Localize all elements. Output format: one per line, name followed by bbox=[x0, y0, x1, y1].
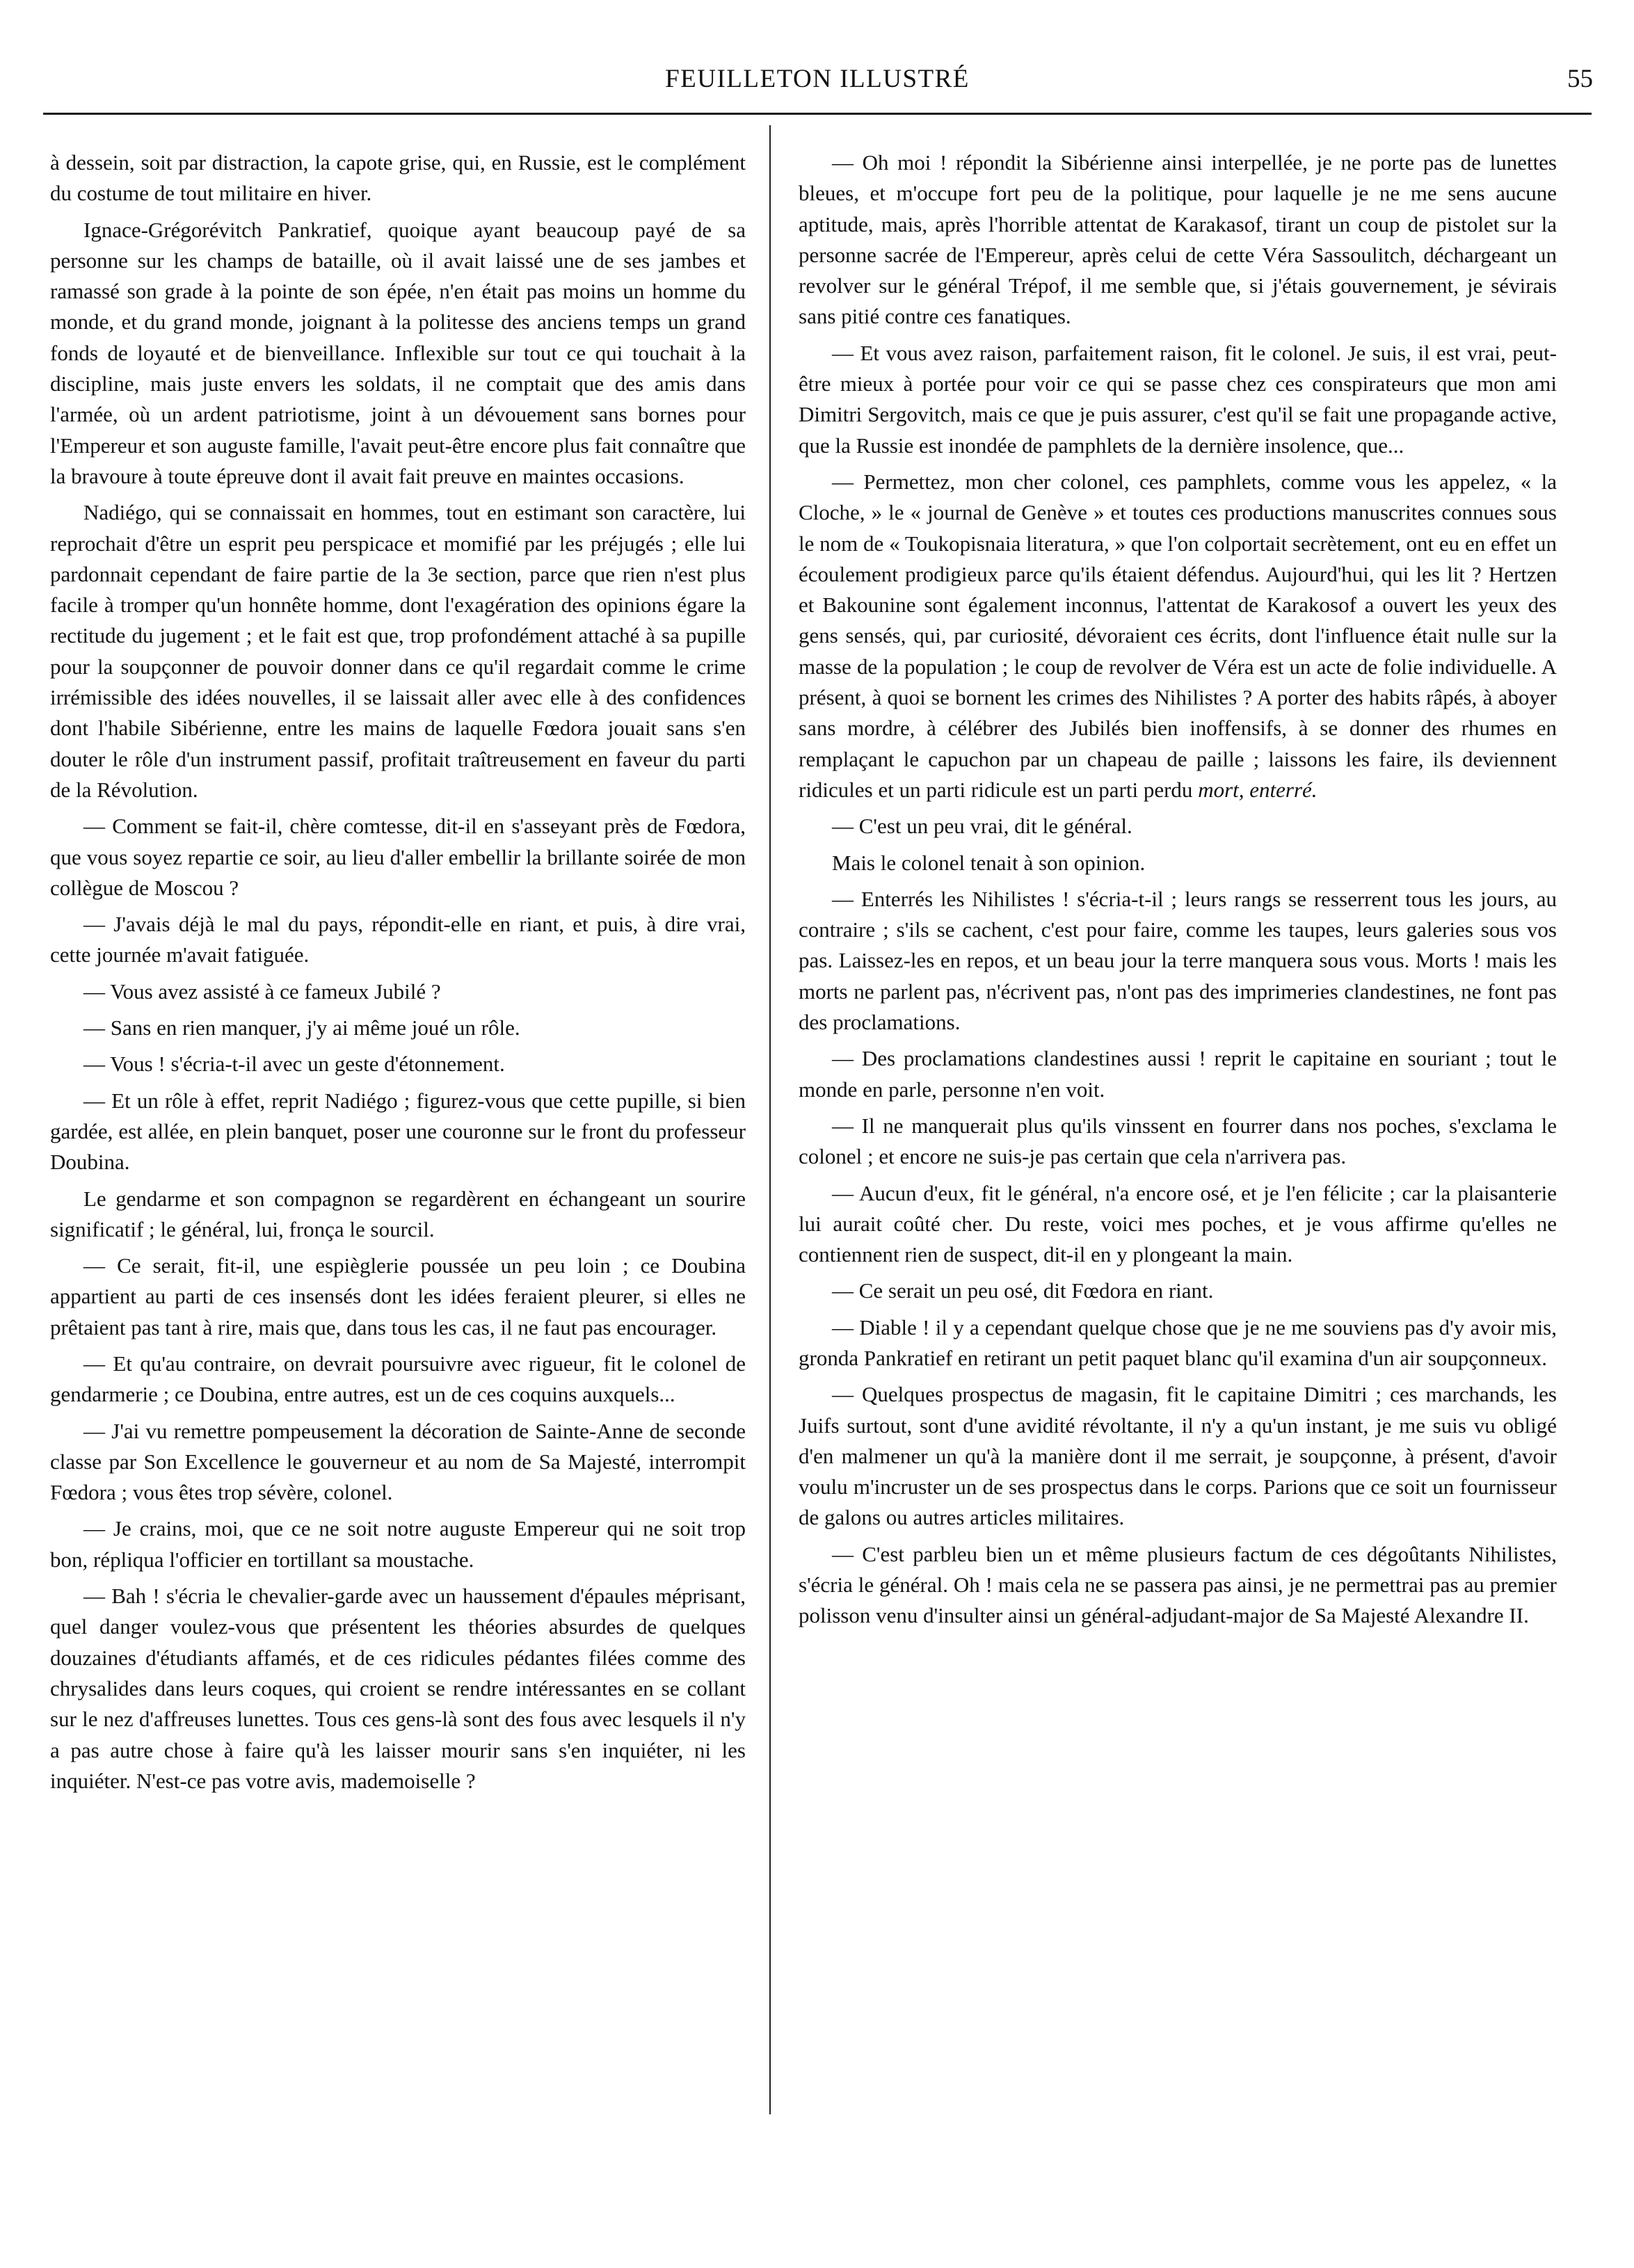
paragraph: — Ce serait un peu osé, dit Fœdora en riant. bbox=[832, 1278, 1214, 1303]
page-number: 55 bbox=[1567, 65, 1593, 93]
paragraph: — Quelques prospectus de magasin, fit le capitaine Dimitri ; ces marchands, les Juifs surtout, sont d'une avidité révoltante, il n'y a qu'un instant, je me suis vu obligé d'en malmener un qu'à la manière dont il me serrait, je soupçonne, à présent, d'avoir voulu m'incruster un de ses prospectus dans le corps. Parions que ce soit un fournisseur de galons ou autres articles militaires. bbox=[799, 1382, 1557, 1530]
column-divider bbox=[769, 125, 771, 2114]
paragraph: — Aucun d'eux, fit le général, n'a encore osé, et je l'en félicite ; car la plaisanterie lui aurait coûté cher. Du reste, voici mes poches, et je vous affirme qu'elles ne contiennent rien de suspect, dit-il en y plongeant la main. bbox=[799, 1180, 1557, 1267]
paragraph: — Ce serait, fit-il, une espièglerie poussée un peu loin ; ce Doubina appartient au parti de ces insensés dont les idées feraient pleurer, si elles ne prêtaient pas tant à rire, mais que, dans tous les cas, il ne faut pas encourager. bbox=[50, 1253, 746, 1340]
paragraph: — C'est un peu vrai, dit le général. bbox=[832, 814, 1132, 839]
paragraph: — Je crains, moi, que ce ne soit notre auguste Empereur qui ne soit trop bon, répliqua l'officier en tortillant sa moustache. bbox=[50, 1516, 746, 1572]
paragraph-body: — Permettez, mon cher colonel, ces pamphlets, comme vous les appelez, « la Cloche, » le « journal de Genève » et toutes ces productions manuscrites connues sous le nom de « Toukopisnaia literatura, » que l'on colportait secrètement, ont eu en effet un écoulement prodigieux parce qu'ils étaient défendus. Aujourd'hui, qui les lit ? Hertzen et Bakounine sont également inconnus, l'attentat de Karakosof a ouvert les yeux des gens sensés, qui, par curiosité, dévoraient ces écrits, dont l'influence était nulle sur la masse de la population ; le coup de revolver de Véra est un acte de folie individuelle. A présent, à quoi se bornent les crimes des Nihilistes ? A porter des habits râpés, à aboyer sans mordre, à célébrer des Jubilés bien inoffensifs, à se donner des rhumes en remplaçant le capuchon par un chapeau de paille ; laissons les faire, ils deviennent ridicules et un parti ridicule est un parti perdu bbox=[799, 469, 1557, 802]
paragraph: — Des proclamations clandestines aussi ! reprit le capitaine en souriant ; tout le monde en parle, personne n'en voit. bbox=[799, 1046, 1557, 1102]
paragraph: — Comment se fait-il, chère comtesse, dit-il en s'asseyant près de Fœdora, que vous soyez repartie ce soir, au lieu d'aller embellir la brillante soirée de mon collègue de Moscou ? bbox=[50, 814, 746, 900]
running-title: FEUILLETON ILLUSTRÉ bbox=[665, 65, 970, 93]
paragraph: à dessein, soit par distraction, la capote grise, qui, en Russie, est le complément du costume de tout militaire en hiver. bbox=[50, 150, 746, 206]
paragraph: Ignace-Grégorévitch Pankratief, quoique ayant beaucoup payé de sa personne sur les champs de bataille, où il avait laissé une de ses jambes et ramassé son grade à la pointe de son épée, n'en était pas moins un homme du monde, et du grand monde, joignant à la politesse des anciens temps un grand fonds de loyauté et de bienveillance. Inflexible sur tout ce qui touchait à la discipline, mais juste envers les soldats, il ne comptait que des amis dans l'armée, où un ardent patriotisme, joint à un dévouement sans bornes pour l'Empereur et son auguste famille, l'avait peut-être encore plus fait connaître que la bravoure à toute épreuve dont il avait fait preuve en maintes occasions. bbox=[50, 217, 746, 488]
page-header bbox=[42, 64, 1593, 106]
paragraph: — C'est parbleu bien un et même plusieurs factum de ces dégoûtants Nihilistes, s'écria le général. Oh ! mais cela ne se passera pas ainsi, je ne permettrai pas au premier polisson venu d'insulter ainsi un général-adjudant-major de Sa Majesté Alexandre II. bbox=[799, 1541, 1557, 1628]
paragraph: — Et qu'au contraire, on devrait poursuivre avec rigueur, fit le colonel de gendarmerie ; ce Doubina, entre autres, est un de ces coquins auxquels... bbox=[50, 1351, 746, 1407]
paragraph: — Il ne manquerait plus qu'ils vinssent en fourrer dans nos poches, s'exclama le colonel ; et encore ne suis-je pas certain que cela n'arrivera pas. bbox=[799, 1113, 1557, 1169]
paragraph: — Et un rôle à effet, reprit Nadiégo ; figurez-vous que cette pupille, si bien gardée, est allée, en plein banquet, poser une couronne sur le front du professeur Doubina. bbox=[50, 1088, 746, 1175]
italic-phrase: mort, enterré. bbox=[1198, 777, 1317, 802]
paragraph: — Vous ! s'écria-t-il avec un geste d'étonnement. bbox=[83, 1052, 505, 1077]
paragraph: — Bah ! s'écria le chevalier-garde avec un haussement d'épaules méprisant, quel danger voulez-vous que présentent les théories absurdes de quelques douzaines d'étudiants affamés, et de ces ridicules pédantes filées comme des chrysalides dans leurs coques, qui croient se rendre intéressantes en se collant sur le nez d'affreuses lunettes. Tous ces gens-là sont des fous avec lesquels il n'y a pas autre chose à faire qu'à les laisser mourir sans s'en inquiéter, ni les inquiéter. N'est-ce pas votre avis, mademoiselle ? bbox=[50, 1584, 746, 1793]
header-rule bbox=[43, 113, 1592, 115]
paragraph: — Vous avez assisté à ce fameux Jubilé ? bbox=[83, 979, 441, 1004]
paragraph: Mais le colonel tenait à son opinion. bbox=[832, 850, 1146, 875]
paragraph: — Diable ! il y a cependant quelque chose que je ne me souviens pas d'y avoir mis, gronda Pankratief en retirant un petit paquet blanc qu'il examina d'un air soupçonneux. bbox=[799, 1314, 1557, 1370]
paragraph: — Et vous avez raison, parfaitement raison, fit le colonel. Je suis, il est vrai, peut-être mieux à portée pour voir ce qui se passe chez ces conspirateurs que mon ami Dimitri Sergovitch, mais ce que je puis assurer, c'est qu'il se fait une propagande active, que la Russie est inondée de pamphlets de la dernière insolence, que... bbox=[799, 340, 1557, 458]
paragraph: Le gendarme et son compagnon se regardèrent en échangeant un sourire significatif ; le général, lui, fronça le sourcil. bbox=[50, 1186, 746, 1241]
paragraph: — J'ai vu remettre pompeusement la décoration de Sainte-Anne de seconde classe par Son Excellence le gouverneur et au nom de Sa Majesté, interrompit Fœdora ; vous êtes trop sévère, colonel. bbox=[50, 1418, 746, 1505]
right-column bbox=[799, 147, 1557, 1637]
paragraph: — J'avais déjà le mal du pays, répondit-elle en riant, et puis, à dire vrai, cette journée m'avait fatiguée. bbox=[50, 912, 746, 967]
paragraph: — Sans en rien manquer, j'y ai même joué un rôle. bbox=[83, 1015, 520, 1040]
left-column bbox=[50, 147, 746, 1802]
paragraph: Nadiégo, qui se connaissait en hommes, tout en estimant son caractère, lui reprochait d'être un esprit peu perspicace et momifié par les préjugés ; elle lui pardonnait cependant de faire partie de la 3e section, parce que rien n'est plus facile à tromper qu'un honnête homme, dont l'exagération des opinions égare la rectitude du jugement ; et le fait est que, trop profondément attaché à sa pupille pour la soupçonner de pouvoir donner dans ce qu'il regardait comme le crime irrémissible des idées nouvelles, il se laissait aller avec elle à des confidences dont l'habile Sibérienne, entre les mains de laquelle Fœdora jouait sans s'en douter le rôle d'un instrument passif, profitait traîtreusement en faveur du parti de la Révolution. bbox=[50, 500, 746, 802]
paragraph: — Oh moi ! répondit la Sibérienne ainsi interpellée, je ne porte pas de lunettes bleues, et m'occupe fort peu de la politique, pour laquelle je ne me sens aucune aptitude, mais, après l'horrible attentat de Karakasof, tirant un coup de pistolet sur la personne sacrée de l'Empereur, après celui de cette Véra Sassoulitch, déchargeant un revolver sur le général Trépof, il me semble que, si j'étais gouvernement, je sévirais sans pitié contre ces fanatiques. bbox=[799, 150, 1557, 329]
paragraph: — Enterrés les Nihilistes ! s'écria-t-il ; leurs rangs se resserrent tous les jours, au contraire ; s'ils se cachent, c'est pour faire, comme les taupes, leurs galeries sous vos pas. Laissez-les en repos, et un beau jour la terre manquera sous vous. Morts ! mais les morts ne parlent pas, n'écrivent pas, n'ont pas des imprimeries clandestines, ne font pas des proclamations. bbox=[799, 886, 1557, 1035]
paragraph bbox=[799, 467, 1557, 805]
